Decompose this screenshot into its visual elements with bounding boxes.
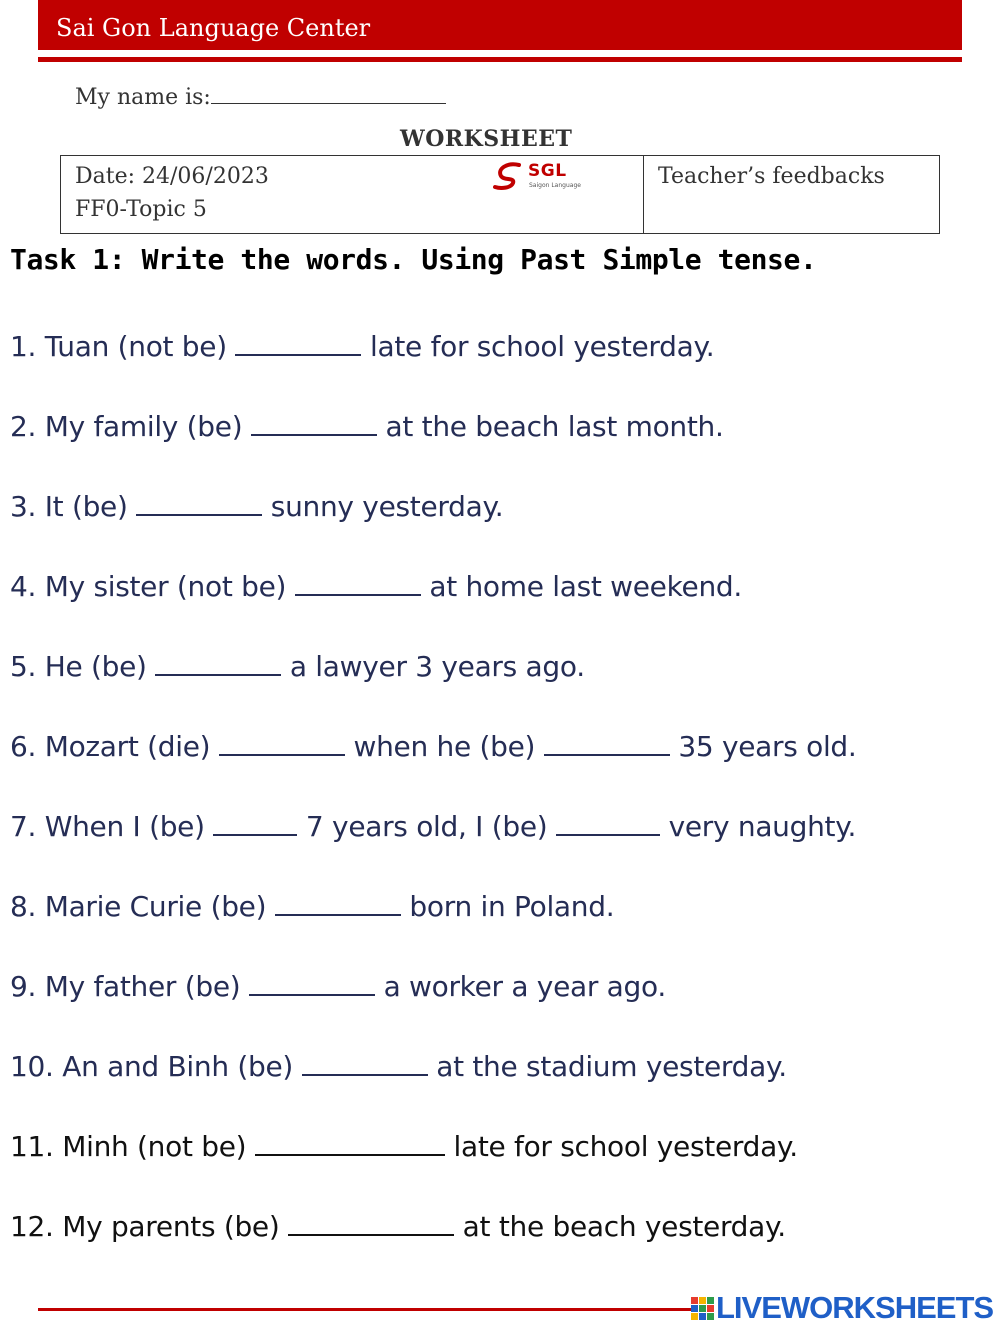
question-12 [10,1207,857,1287]
sgl-swoosh-icon [493,161,527,191]
answer-blank[interactable] [249,968,375,996]
question-text: 3. It (be) [10,490,137,523]
question-text: sunny yesterday. [262,490,504,523]
question-text: very naughty. [660,810,857,843]
question-text: a lawyer 3 years ago. [281,650,585,683]
worksheet-date: Date: 24/06/2023 [75,164,269,189]
liveworksheets-text: LIVEWORKSHEETS [716,1290,994,1325]
question-text: 1. Tuan (not be) [10,330,236,363]
name-field [75,83,446,110]
question-4 [10,567,857,647]
question-text: 10. An and Binh (be) [10,1050,302,1083]
header-underline [38,57,962,62]
question-text: a worker a year ago. [374,970,666,1003]
answer-blank[interactable] [288,1208,454,1236]
question-text: at the beach yesterday. [454,1210,786,1243]
question-text: 8. Marie Curie (be) [10,890,275,923]
worksheet-topic: FF0-Topic 5 [75,197,207,222]
answer-blank[interactable] [213,808,297,836]
question-text: at the stadium yesterday. [427,1050,787,1083]
question-10 [10,1047,857,1127]
answer-blank[interactable] [302,1048,428,1076]
question-text: late for school yesterday. [361,330,715,363]
question-text: 11. Minh (not be) [10,1130,255,1163]
question-list [10,327,857,1287]
answer-blank[interactable] [235,328,361,356]
answer-blank[interactable] [275,888,401,916]
question-text: when he (be) [344,730,544,763]
question-text: late for school yesterday. [444,1130,798,1163]
answer-blank[interactable] [295,568,421,596]
question-text: 4. My sister (not be) [10,570,295,603]
teacher-feedback-label: Teacher’s feedbacks [658,164,885,189]
answer-blank[interactable] [255,1128,445,1156]
question-text: 5. He (be) [10,650,156,683]
sgl-logo [493,161,585,193]
question-text: 2. My family (be) [10,410,251,443]
question-text: born in Poland. [400,890,615,923]
question-text: 12. My parents (be) [10,1210,289,1243]
info-table [60,155,940,234]
question-2 [10,407,857,487]
worksheet-title: WORKSHEET [400,126,573,152]
question-7 [10,807,857,887]
question-6 [10,727,857,807]
question-9 [10,967,857,1047]
question-11 [10,1127,857,1207]
answer-blank[interactable] [251,408,377,436]
sgl-logo-subtitle: Saigon Language [529,182,581,189]
answer-blank[interactable] [544,728,670,756]
answer-blank[interactable] [556,808,660,836]
question-text: 6. Mozart (die) [10,730,219,763]
question-text: 9. My father (be) [10,970,249,1003]
footer-line [38,1308,698,1311]
liveworksheets-blocks-icon [690,1296,716,1322]
name-blank-line[interactable] [211,83,446,104]
sgl-logo-text: SGL [528,161,567,181]
question-1 [10,327,857,407]
answer-blank[interactable] [219,728,345,756]
answer-blank[interactable] [136,488,262,516]
name-label: My name is: [75,85,211,110]
task-title: Task 1: Write the words. Using Past Simple tense. [10,243,817,276]
question-3 [10,487,857,567]
center-name: Sai Gon Language Center [56,14,371,42]
question-text: 35 years old. [669,730,857,763]
question-5 [10,647,857,727]
question-8 [10,887,857,967]
question-text: at home last weekend. [420,570,742,603]
answer-blank[interactable] [155,648,281,676]
question-text: 7. When I (be) [10,810,214,843]
question-text: at the beach last month. [376,410,724,443]
question-text: 7 years old, I (be) [297,810,556,843]
